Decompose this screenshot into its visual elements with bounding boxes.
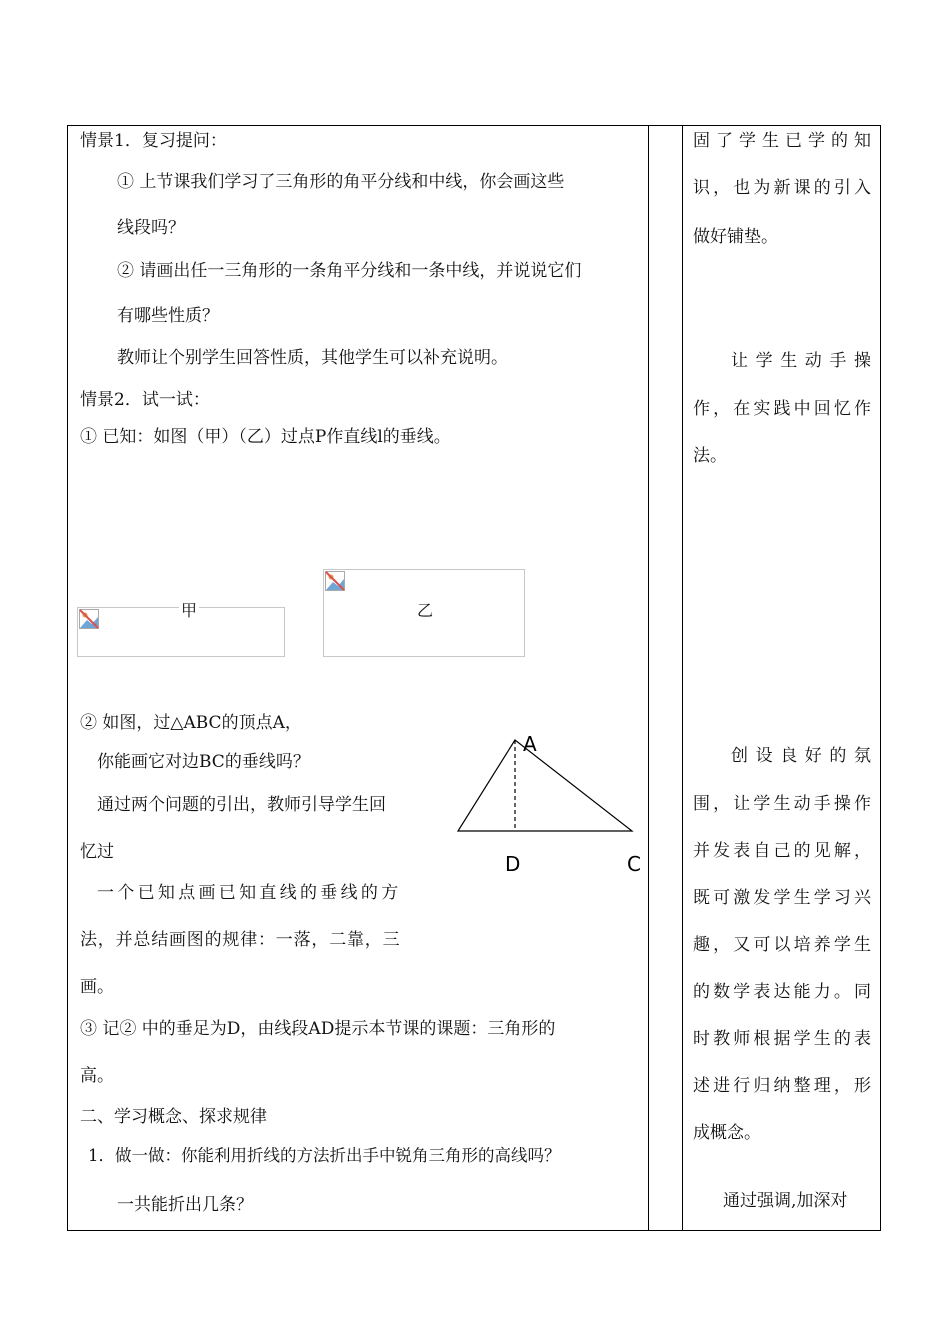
question-1-line1: ① 上节课我们学习了三角形的角平分线和中线，你会画这些 [117,172,565,192]
question-2-line2: 有哪些性质？ [117,306,219,326]
broken-image-icon [79,609,99,629]
item-1-line1: 1．做一做：你能利用折线的方法折出手中锐角三角形的高线吗？ [88,1146,561,1165]
guide-line3: 一个已知点画已知直线的垂线的方 [97,883,402,903]
triangle-abc-figure [450,728,650,878]
note-2-line1: 让 学 生 动 手 操 [731,351,871,371]
note-3-line4: 既 可 激 发 学 生 学 习 兴 [693,888,871,908]
vertex-a-label: A [523,732,537,756]
note-3-line7: 时 教 师 根 据 学 生 的 表 [693,1029,871,1049]
task-2-line2: 你能画它对边BC的垂线吗？ [97,752,310,772]
triangle-outline [458,740,632,831]
note-1-line2: 识 ， 也 为 新 课 的 引 入 [693,178,871,198]
note-1-line3: 做好铺垫。 [693,227,778,247]
note-3-line1: 创 设 良 好 的 氛 [731,746,871,766]
guide-line1: 通过两个问题的引出，教师引导学生回 [97,795,386,815]
teacher-note: 教师让个别学生回答性质，其他学生可以补充说明。 [117,348,508,368]
scene2-title: 情景2．试一试： [80,390,210,410]
column-divider [682,126,683,1230]
note-3-line3: 并 发 表 自 己 的 见 解 ， [693,841,871,861]
figure-jia-caption: 甲 [179,598,199,621]
lesson-table [67,125,881,1231]
note-4-line1: 通过强调,加深对 [723,1191,848,1211]
column-divider [648,126,649,1230]
note-2-line2: 作 ， 在 实 践 中 回 忆 作 [693,399,871,419]
task-2-line1: ② 如图，过△ABC的顶点A， [80,713,302,733]
guide-line4: 法，并总结画图的规律：一落，二靠，三 [80,930,401,950]
note-3-line9: 成概念。 [693,1123,761,1143]
figure-yi-caption: 乙 [417,601,434,620]
figure-yi [323,569,525,657]
task-1: ① 已知：如图（甲）（乙）过点P作直线l的垂线。 [80,427,451,447]
item-1-line2: 一共能折出几条？ [117,1195,253,1215]
vertex-c-label: C [627,852,641,876]
note-1-line1: 固 了 学 生 已 学 的 知 [693,131,871,151]
figure-jia [77,601,285,657]
broken-image-icon [325,571,345,591]
note-3-line8: 述 进 行 归 纳 整 理 ， 形 [693,1076,871,1096]
task-3-line1: ③ 记② 中的垂足为D，由线段AD提示本节课的课题：三角形的 [80,1019,556,1039]
note-2-line3: 法。 [693,446,727,466]
question-2-line1: ② 请画出任一三角形的一条角平分线和一条中线，并说说它们 [117,261,582,281]
section-2-heading: 二、学习概念、探求规律 [80,1107,267,1127]
task-3-line2: 高。 [80,1066,114,1086]
note-3-line5: 趣 ， 又 可 以 培 养 学 生 [693,935,871,955]
guide-line2: 忆过 [80,842,114,862]
note-3-line2: 围 ， 让 学 生 动 手 操 作 [693,794,871,814]
scene1-title: 情景1．复习提问： [80,131,227,151]
note-3-line6: 的 数 学 表 达 能 力 。 同 [693,982,871,1002]
guide-line5: 画。 [80,977,114,997]
question-1-line2: 线段吗？ [117,218,185,238]
point-d-label: D [505,852,521,876]
